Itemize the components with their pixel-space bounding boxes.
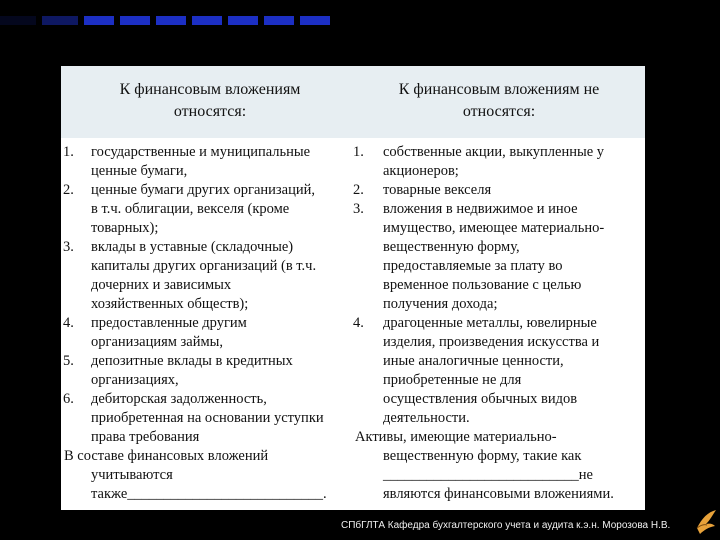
left-list-line: организациях, — [91, 372, 179, 388]
right-summary-line: вещественную форму, такие как — [383, 448, 582, 464]
right-list-number: 1. — [353, 144, 364, 160]
right-list-line: деятельности. — [383, 410, 470, 426]
footer-caption: СПбГЛТА Кафедра бухгалтерского учета и аудита к.э.н. Морозова Н.В. — [341, 520, 671, 531]
right-list-line: предоставляемые за плату во — [383, 258, 563, 274]
decorative-top-bar — [0, 16, 340, 25]
right-list-number: 2. — [353, 182, 364, 198]
right-summary-line: являются финансовыми вложениями. — [383, 486, 614, 502]
right-column-title — [353, 79, 645, 123]
left-list-line: права требования — [91, 429, 200, 445]
left-summary-line: также___________________________. — [91, 486, 327, 502]
left-list-line: государственные и муниципальные — [91, 144, 311, 160]
left-list-line: товарных); — [91, 220, 159, 236]
right-list-line: осуществления обычных видов — [383, 391, 578, 407]
right-list-line: изделия, произведения искусства и — [383, 334, 600, 350]
right-list-number: 3. — [353, 201, 364, 217]
right-list-line: вещественную форму, — [383, 239, 520, 255]
left-list-line: организациям займы, — [91, 334, 224, 350]
left-list-line: хозяйственных обществ); — [91, 296, 249, 312]
left-list-line: депозитные вклады в кредитных — [91, 353, 293, 369]
right-list-number: 4. — [353, 315, 364, 331]
right-list-line: имущество, имеющее материально- — [383, 220, 605, 236]
right-list-line: вложения в недвижимое и иное — [383, 201, 578, 217]
left-list-line: ценные бумаги, — [91, 163, 188, 179]
right-list-line: акционеров; — [383, 163, 459, 179]
left-list-number: 3. — [63, 239, 74, 255]
left-title-line: относятся: — [173, 103, 247, 120]
left-summary-line: учитываются — [91, 467, 173, 483]
left-list-line: ценные бумаги других организаций, — [91, 182, 315, 198]
left-summary-line: В составе финансовых вложений — [64, 448, 269, 464]
right-list-line: временное пользование с целью — [383, 277, 582, 293]
left-list-line: дебиторская задолженность, — [91, 391, 267, 407]
right-title-line: К финансовым вложениям не — [398, 81, 600, 98]
table-header — [61, 66, 645, 138]
left-list-line: вклады в уставные (складочные) — [91, 239, 294, 255]
right-list-line: товарные векселя — [383, 182, 492, 198]
right-list-line: драгоценные металлы, ювелирные — [383, 315, 597, 331]
right-list-line: получения дохода; — [383, 296, 498, 312]
left-list-line: приобретенная на основании уступки — [91, 410, 324, 426]
left-column-title — [69, 79, 351, 123]
left-list-number: 2. — [63, 182, 74, 198]
left-list-number: 1. — [63, 144, 74, 160]
right-list-line: иные аналогичные ценности, — [383, 353, 564, 369]
slide-content-card — [61, 66, 645, 510]
right-summary-line: Активы, имеющие материально- — [355, 429, 557, 445]
left-title-line: К финансовым вложениям — [119, 81, 301, 98]
left-list-number: 5. — [63, 353, 74, 369]
left-list-number: 6. — [63, 391, 74, 407]
right-title-line: относятся: — [462, 103, 536, 120]
left-list-line: дочерних и зависимых — [91, 277, 232, 293]
left-list-line: капиталы других организаций (в т.ч. — [91, 258, 317, 274]
right-list-line: приобретенные не для — [383, 372, 522, 388]
wing-logo-icon — [694, 508, 718, 536]
left-list-line: в т.ч. облигации, векселя (кроме — [91, 201, 290, 217]
left-list-number: 4. — [63, 315, 74, 331]
right-summary-line: ___________________________не — [383, 467, 593, 483]
right-list-line: собственные акции, выкупленные у — [383, 144, 605, 160]
left-list-line: предоставленные другим — [91, 315, 247, 331]
